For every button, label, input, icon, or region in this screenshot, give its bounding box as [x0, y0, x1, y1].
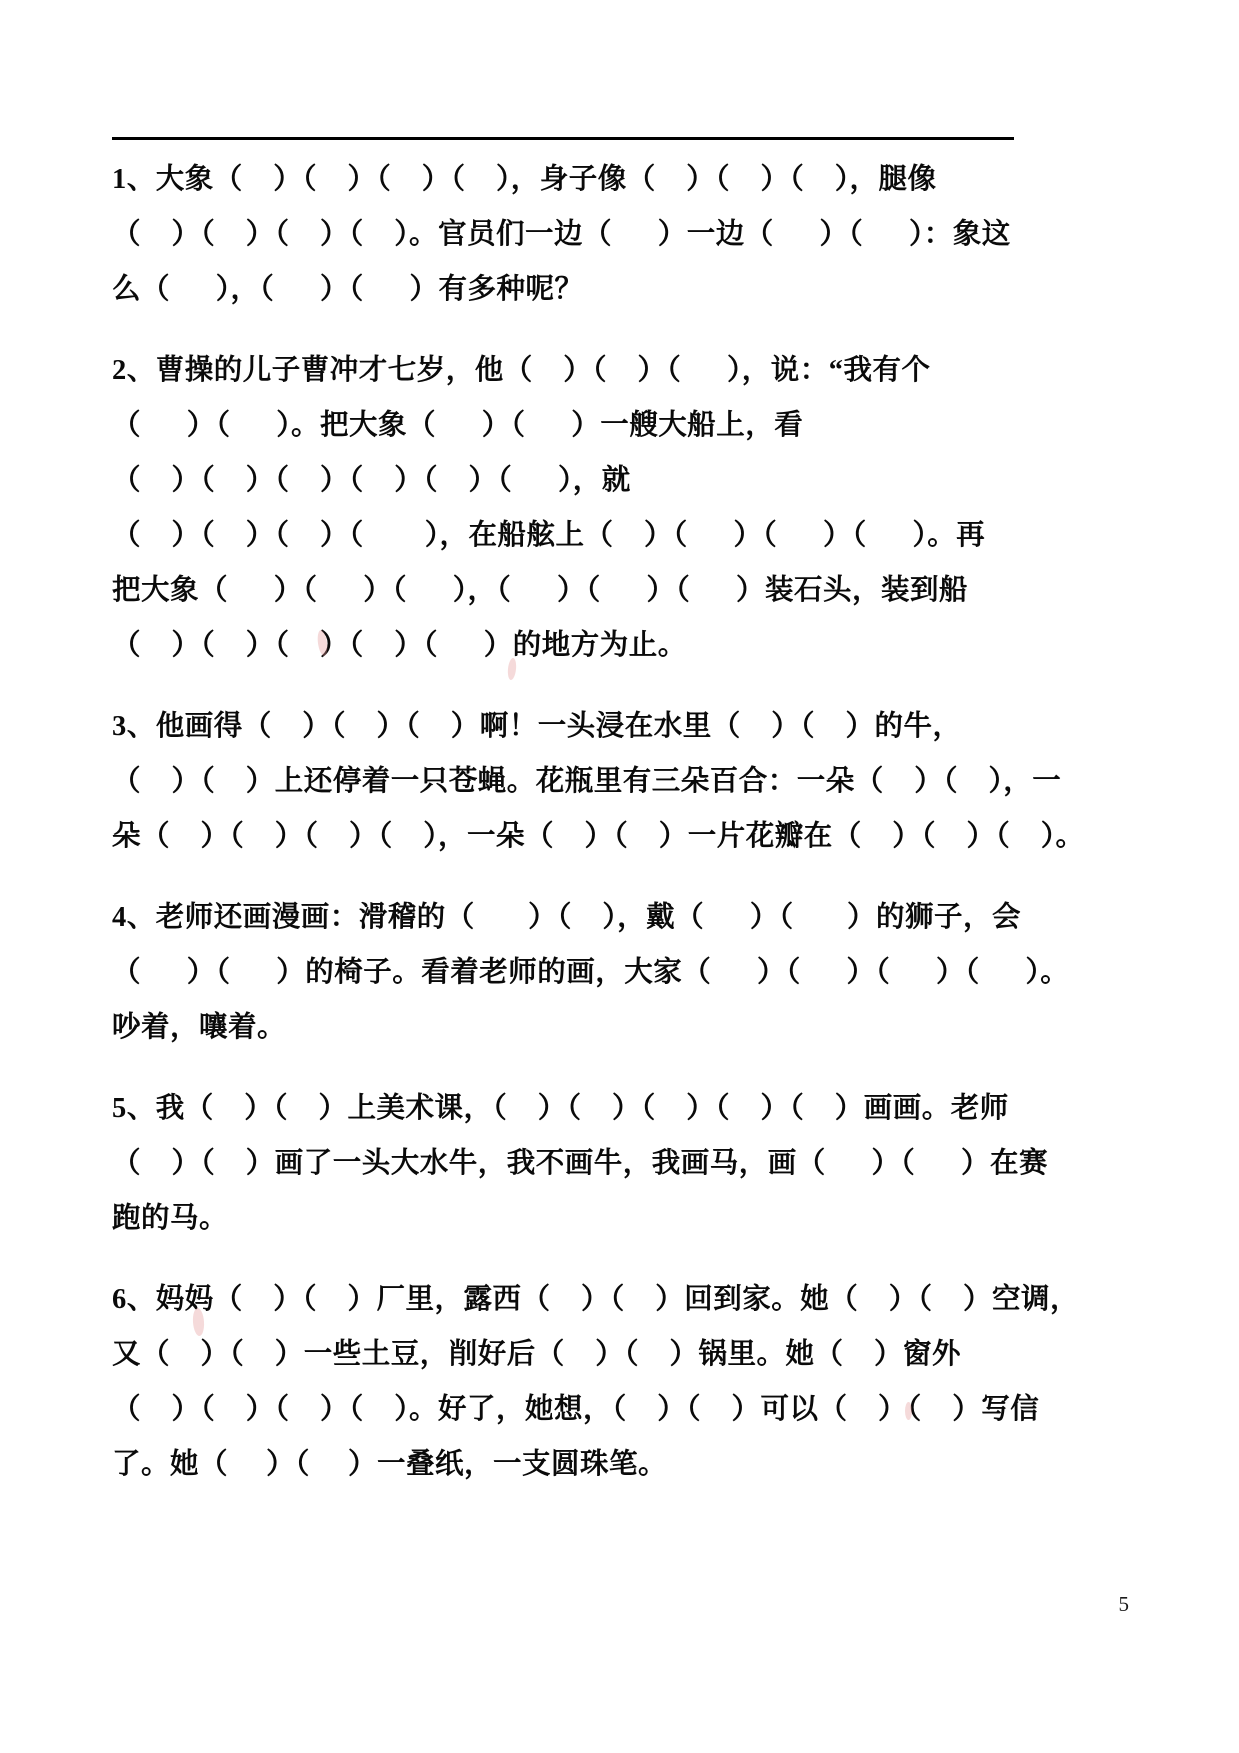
- exercise-5-line-3: 跑的马。: [112, 1203, 229, 1234]
- exercise-2-line-1: 2、曹操的儿子曹冲才七岁，他（ ）（ ）（ ），说：“我有个: [112, 355, 931, 386]
- exercise-2-line-5: 把大象（ ）（ ）（ ），（ ）（ ）（ ）装石头，装到船: [112, 575, 969, 606]
- exercise-6-line-3: （ ）（ ）（ ）（ ）。好了，她想，（ ）（ ）可以（ ）（ ）写信: [112, 1394, 1040, 1425]
- exercise-3-line-3: 朵（ ）（ ）（ ）（ ），一朵（ ）（ ）一片花瓣在（ ）（ ）（ ）。: [112, 821, 1085, 852]
- exercise-4-line-1: 4、老师还画漫画：滑稽的（ ）（ ），戴（ ）（ ）的狮子，会: [112, 902, 1022, 933]
- exercise-2-line-6: （ ）（ ）（ ）（ ）（ ）的地方为止。: [112, 630, 687, 661]
- exercise-3-line-1: 3、他画得（ ）（ ）（ ）啊！一头浸在水里（ ）（ ）的牛，: [112, 711, 962, 742]
- exercise-6-line-2: 又（ ）（ ）一些土豆，削好后（ ）（ ）锅里。她（ ）窗外: [112, 1339, 962, 1370]
- exercise-item-1: [112, 152, 1022, 317]
- exercise-5-line-1: 5、我（ ）（ ）上美术课，（ ）（ ）（ ）（ ）（ ）画画。老师: [112, 1093, 1009, 1124]
- exercise-2-line-2: （ ）（ ）。把大象（ ）（ ）一艘大船上，看: [112, 410, 804, 441]
- exercise-6-line-1: 6、妈妈（ ）（ ）厂里，露西（ ）（ ）回到家。她（ ）（ ）空调，: [112, 1284, 1080, 1315]
- exercise-6-line-4: 了。她（ ）（ ）一叠纸，一支圆珠笔。: [112, 1449, 668, 1480]
- exercise-1-line-2: （ ）（ ）（ ）（ ）。官员们一边（ ）一边（ ）（ ）：象这: [112, 219, 1011, 250]
- exercise-2-line-3: （ ）（ ）（ ）（ ）（ ）（ ），就: [112, 465, 631, 496]
- exercise-1-line-1: 1、大象（ ）（ ）（ ）（ ），身子像（ ）（ ）（ ），腿像: [112, 164, 937, 195]
- exercise-2-line-4: （ ）（ ）（ ）（ ），在船舷上（ ）（ ）（ ）（ ）。再: [112, 520, 986, 551]
- header-divider-rule: [112, 137, 1014, 140]
- exercise-5-line-2: （ ）（ ）画了一头大水牛，我不画牛，我画马，画（ ）（ ）在赛: [112, 1148, 1049, 1179]
- exercise-item-6: [112, 1272, 1080, 1492]
- exercise-4-line-3: 吵着，嚷着。: [112, 1012, 287, 1043]
- exercise-item-2: [112, 343, 1022, 673]
- exercise-3-line-2: （ ）（ ）上还停着一只苍蝇。花瓶里有三朵百合：一朵（ ）（ ），一: [112, 766, 1062, 797]
- page-number: 5: [1118, 1592, 1129, 1616]
- exercise-item-4: [112, 890, 1070, 1055]
- exercise-4-line-2: （ ）（ ）的椅子。看着老师的画，大家（ ）（ ）（ ）（ ）。: [112, 957, 1070, 988]
- exercise-list: [112, 152, 1085, 1518]
- exercise-item-5: [112, 1081, 1049, 1246]
- exercise-item-3: [112, 699, 1085, 864]
- exercise-1-line-3: 么（ ），（ ）（ ）有多种呢？: [112, 274, 584, 305]
